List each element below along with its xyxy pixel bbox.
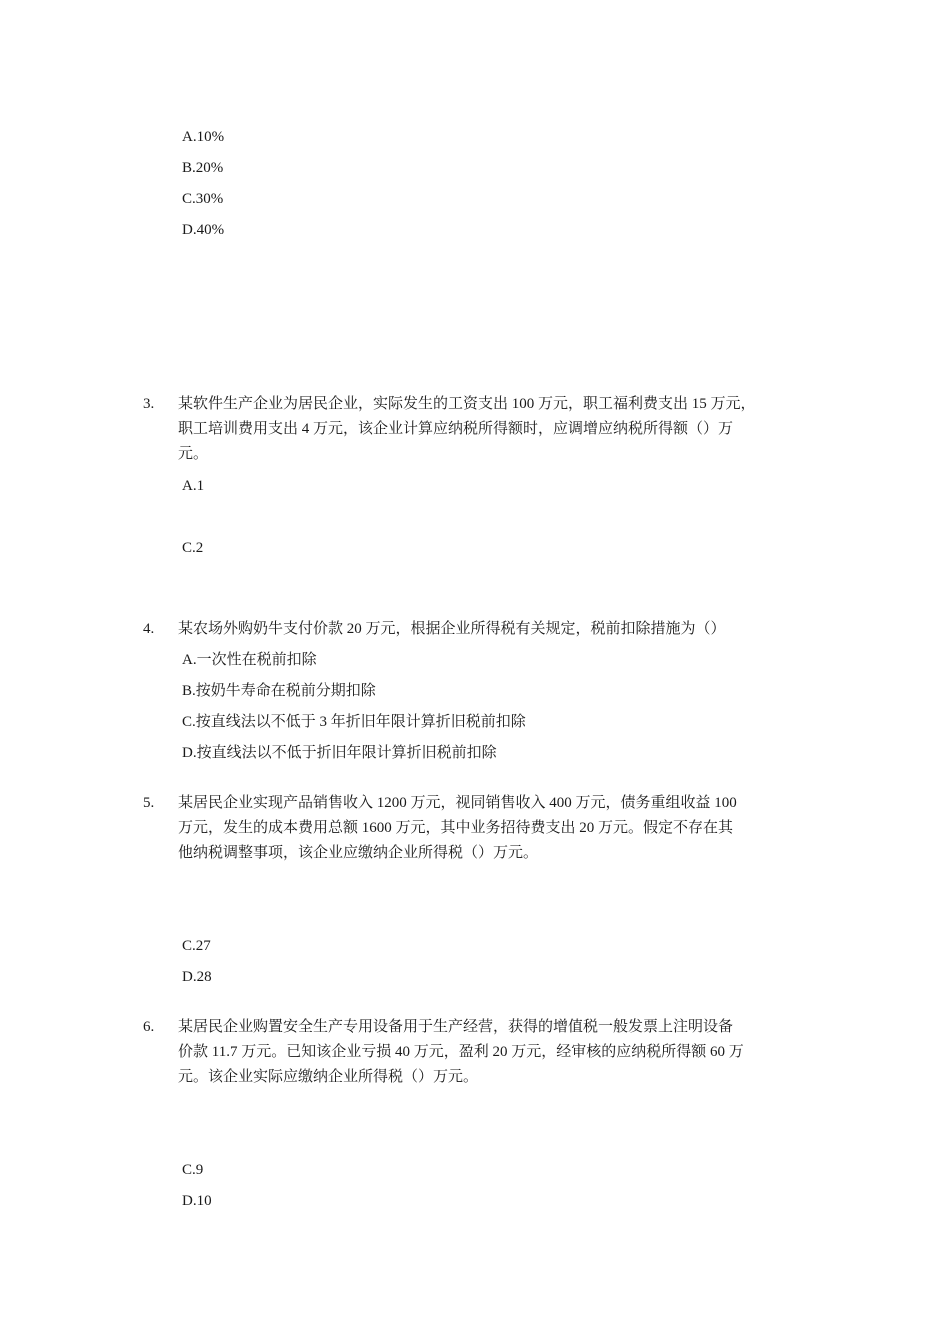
- q5-number: 5.: [143, 795, 155, 811]
- q5-line-3: 他纳税调整事项，该企业应缴纳企业所得税（）万元。: [178, 845, 539, 861]
- q3-text: [178, 392, 818, 467]
- q6-option-c: C.9: [182, 1162, 204, 1178]
- q5-text: [178, 791, 818, 866]
- q2-option-d: D.40%: [182, 222, 225, 238]
- q6-line-1: 某居民企业购置安全生产专用设备用于生产经营，获得的增值税一般发票上注明设备: [178, 1019, 734, 1035]
- q4-line-1: 某农场外购奶牛支付价款 20 万元，根据企业所得税有关规定，税前扣除措施为（）: [178, 621, 726, 637]
- q3-line-1: 某软件生产企业为居民企业，实际发生的工资支出 100 万元，职工福利费支出 15 万元，: [178, 396, 756, 412]
- q6-line-3: 元。该企业实际应缴纳企业所得税（）万元。: [178, 1069, 479, 1085]
- q4-option-a: A.一次性在税前扣除: [182, 652, 317, 668]
- q4-option-b: B.按奶牛寿命在税前分期扣除: [182, 683, 376, 699]
- q3-line-3: 元。: [178, 446, 209, 462]
- q4-number: 4.: [143, 621, 155, 637]
- q3-option-c: C.2: [182, 540, 204, 556]
- q3-number: 3.: [143, 396, 155, 412]
- q2-option-c: C.30%: [182, 191, 224, 207]
- q4-option-c: C.按直线法以不低于 3 年折旧年限计算折旧税前扣除: [182, 714, 526, 730]
- q5-option-c: C.27: [182, 938, 211, 954]
- q2-option-a: A.10%: [182, 129, 225, 145]
- q4-option-d: D.按直线法以不低于折旧年限计算折旧税前扣除: [182, 745, 497, 761]
- q2-option-b: B.20%: [182, 160, 224, 176]
- q6-text: [178, 1015, 818, 1090]
- q5-line-2: 万元，发生的成本费用总额 1600 万元，其中业务招待费支出 20 万元。假定不存在其: [178, 820, 734, 836]
- q6-number: 6.: [143, 1019, 155, 1035]
- q4-text: [178, 617, 818, 642]
- q5-option-d: D.28: [182, 969, 212, 985]
- q6-option-d: D.10: [182, 1193, 212, 1209]
- q3-line-2: 职工培训费用支出 4 万元，该企业计算应纳税所得额时，应调增应纳税所得额（）万: [178, 421, 734, 437]
- q6-line-2: 价款 11.7 万元。已知该企业亏损 40 万元，盈利 20 万元，经审核的应纳税所得额 60 万: [178, 1044, 744, 1060]
- q3-option-a: A.1: [182, 478, 205, 494]
- q5-line-1: 某居民企业实现产品销售收入 1200 万元，视同销售收入 400 万元，债务重组收益 100: [178, 795, 737, 811]
